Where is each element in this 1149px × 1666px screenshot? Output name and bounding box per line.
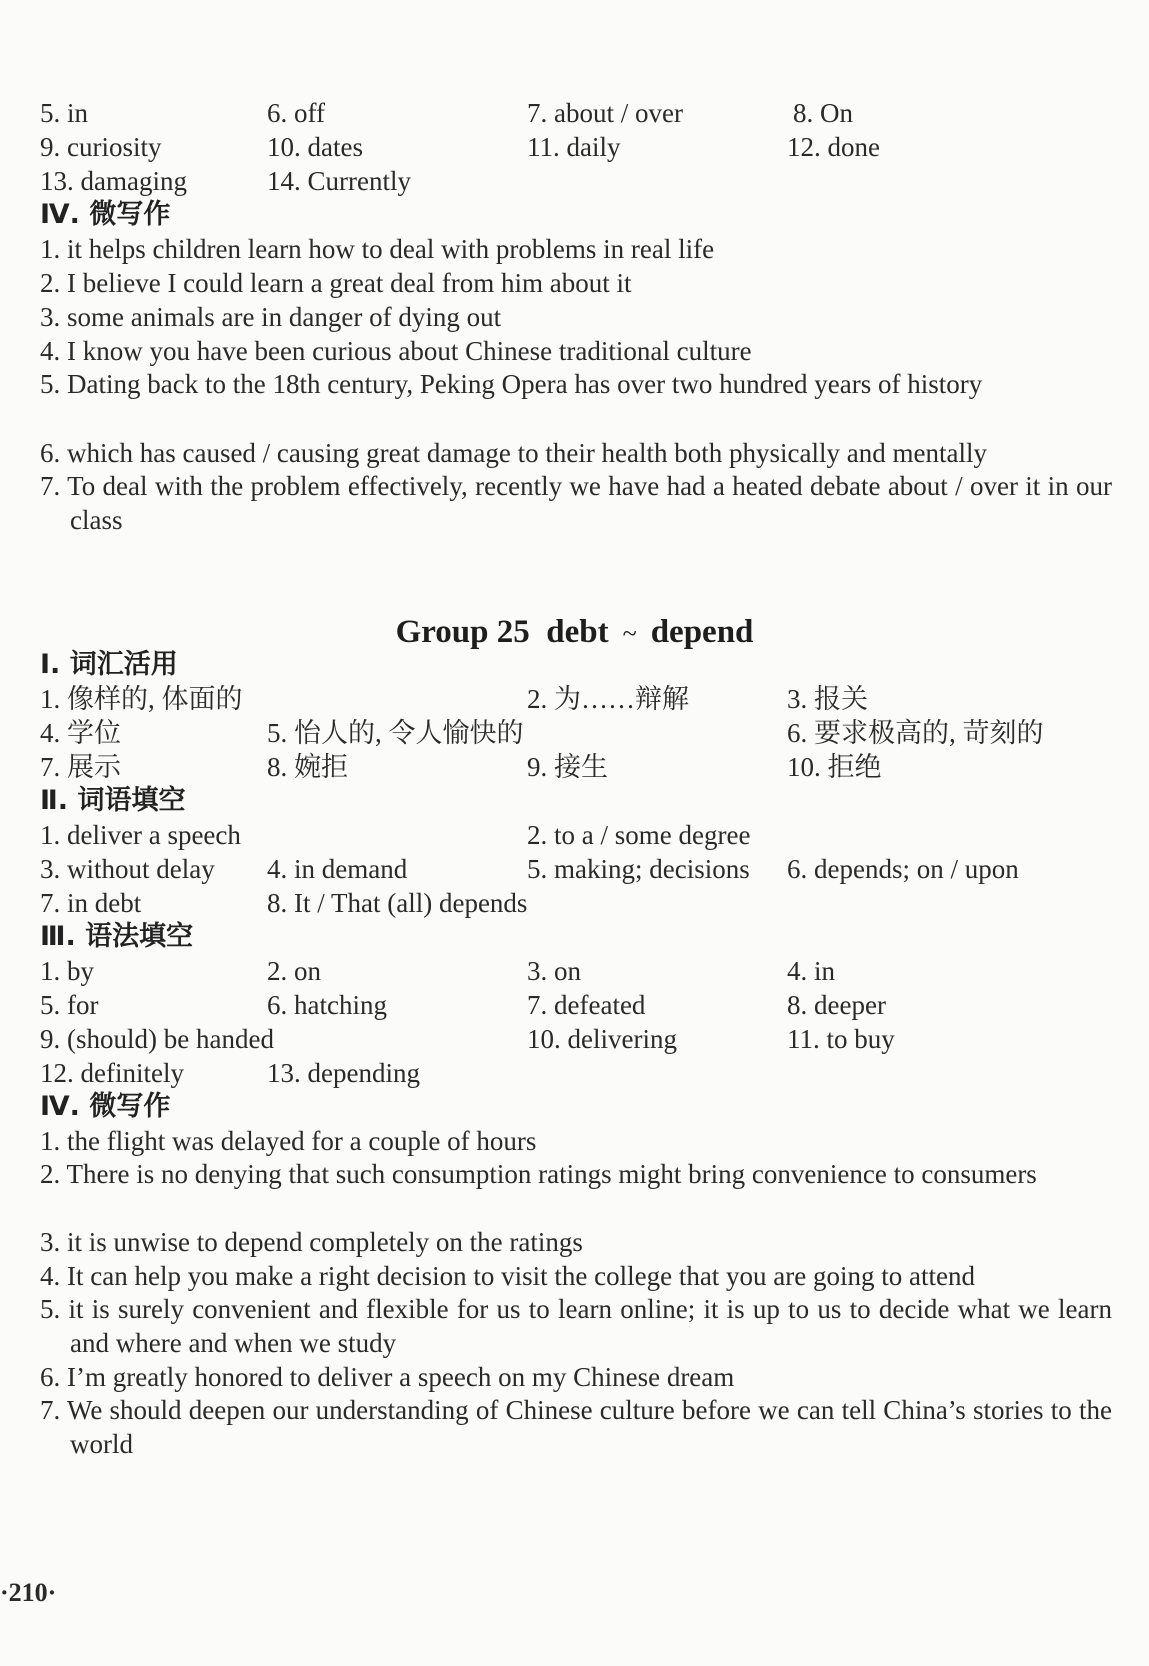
section-heading-micro-writing: Ⅳ. 微写作	[40, 199, 171, 230]
section-heading-grammar: Ⅲ. 语法填空	[40, 921, 194, 952]
answer-item: 10. dates	[267, 132, 363, 162]
micro-writing-item: 6. I’m greatly honored to deliver a speech on my Chinese dream	[40, 1362, 735, 1392]
answer-item: 3. without delay	[40, 854, 215, 884]
answer-row	[0, 852, 1149, 886]
answer-row	[0, 130, 1149, 164]
answer-item: 1. 像样的, 体面的	[40, 684, 243, 714]
answer-row	[0, 1056, 1149, 1090]
answer-item: 12. definitely	[40, 1058, 184, 1088]
answer-item: 4. 学位	[40, 718, 121, 748]
group-title-right: depend	[650, 614, 754, 650]
micro-writing-item: 3. some animals are in danger of dying out	[40, 302, 502, 332]
answer-item: 9. curiosity	[40, 132, 162, 162]
micro-writing-item: 4. I know you have been curious about Chinese traditional culture	[40, 336, 752, 366]
group-title-separator: ~	[622, 619, 637, 648]
section-heading-micro-writing: Ⅳ. 微写作	[40, 1091, 171, 1122]
micro-writing-item: 2. I believe I could learn a great deal from him about it	[40, 268, 632, 298]
answer-item: 2. on	[267, 956, 321, 986]
answer-item: 2. to a / some degree	[527, 820, 751, 850]
answer-item: 4. in demand	[267, 854, 408, 884]
answer-row	[0, 1022, 1149, 1056]
answer-item: 3. on	[527, 956, 581, 986]
group-title-left: Group 25 debt	[395, 614, 609, 650]
answer-item: 13. depending	[267, 1058, 420, 1088]
micro-writing-item: 7. To deal with the problem effectively, recently we have had a heated debate about / over it in our class	[40, 471, 1112, 535]
answer-item: 10. delivering	[527, 1024, 677, 1054]
micro-writing-item: 4. It can help you make a right decision to visit the college that you are going to attend	[40, 1261, 975, 1291]
answer-item: 8. 婉拒	[267, 752, 348, 782]
answer-item: 11. daily	[527, 132, 621, 162]
answer-item: 7. defeated	[527, 990, 646, 1020]
answer-item: 1. by	[40, 956, 94, 986]
answer-row	[0, 96, 1149, 130]
answer-item: 9. (should) be handed	[40, 1024, 274, 1054]
micro-writing-item: 6. which has caused / causing great damage to their health both physically and mentally	[40, 438, 987, 468]
answer-item: 7. about / over	[527, 98, 683, 128]
answer-item: 5. making; decisions	[527, 854, 750, 884]
answer-row	[0, 716, 1149, 750]
micro-writing-item: 5. Dating back to the 18th century, Peking Opera has over two hundred years of history	[40, 369, 983, 399]
answer-item: 6. off	[267, 98, 325, 128]
answer-item: 9. 接生	[527, 752, 608, 782]
answer-item: 14. Currently	[267, 166, 411, 196]
answer-item: 3. 报关	[787, 684, 868, 714]
answer-item: 4. in	[787, 956, 836, 986]
answer-item: 6. hatching	[267, 990, 387, 1020]
answer-item: 11. to buy	[787, 1024, 895, 1054]
answer-row	[0, 164, 1149, 198]
answer-item: 1. deliver a speech	[40, 820, 241, 850]
answer-item: 12. done	[787, 132, 880, 162]
micro-writing-item: 1. it helps children learn how to deal with problems in real life	[40, 234, 715, 264]
answer-item: 8. On	[793, 98, 853, 128]
micro-writing-item: 3. it is unwise to depend completely on the ratings	[40, 1227, 583, 1257]
answer-row	[0, 682, 1149, 716]
page-number: ·210·	[0, 1578, 57, 1607]
micro-writing-item: 5. it is surely convenient and flexible for us to learn online; it is up to us to decide what we learn and where and when we study	[40, 1294, 1112, 1358]
micro-writing-item: 2. There is no denying that such consumption ratings might bring convenience to consumers	[40, 1159, 1037, 1189]
answer-row	[0, 988, 1149, 1022]
answer-item: 6. depends; on / upon	[787, 854, 1019, 884]
answer-row	[0, 750, 1149, 784]
answer-item: 13. damaging	[40, 166, 187, 196]
answer-item: 8. It / That (all) depends	[267, 888, 528, 918]
section-heading-phrase: Ⅱ. 词语填空	[40, 785, 186, 816]
answer-item: 6. 要求极高的, 苛刻的	[787, 718, 1044, 748]
micro-writing-item: 1. the flight was delayed for a couple of hours	[40, 1126, 537, 1156]
answer-item: 5. 怡人的, 令人愉快的	[267, 718, 524, 748]
answer-item: 7. 展示	[40, 752, 121, 782]
answer-item: 5. for	[40, 990, 99, 1020]
answer-row	[0, 886, 1149, 920]
section-heading-vocab: Ⅰ. 词汇活用	[40, 649, 178, 680]
answer-row	[0, 818, 1149, 852]
answer-item: 7. in debt	[40, 888, 142, 918]
micro-writing-item: 7. We should deepen our understanding of Chinese culture before we can tell China’s stories to the world	[40, 1395, 1112, 1459]
answer-item: 8. deeper	[787, 990, 886, 1020]
answer-item: 10. 拒绝	[787, 752, 882, 782]
answer-item: 5. in	[40, 98, 89, 128]
answer-row	[0, 954, 1149, 988]
answer-item: 2. 为……辩解	[527, 684, 689, 714]
